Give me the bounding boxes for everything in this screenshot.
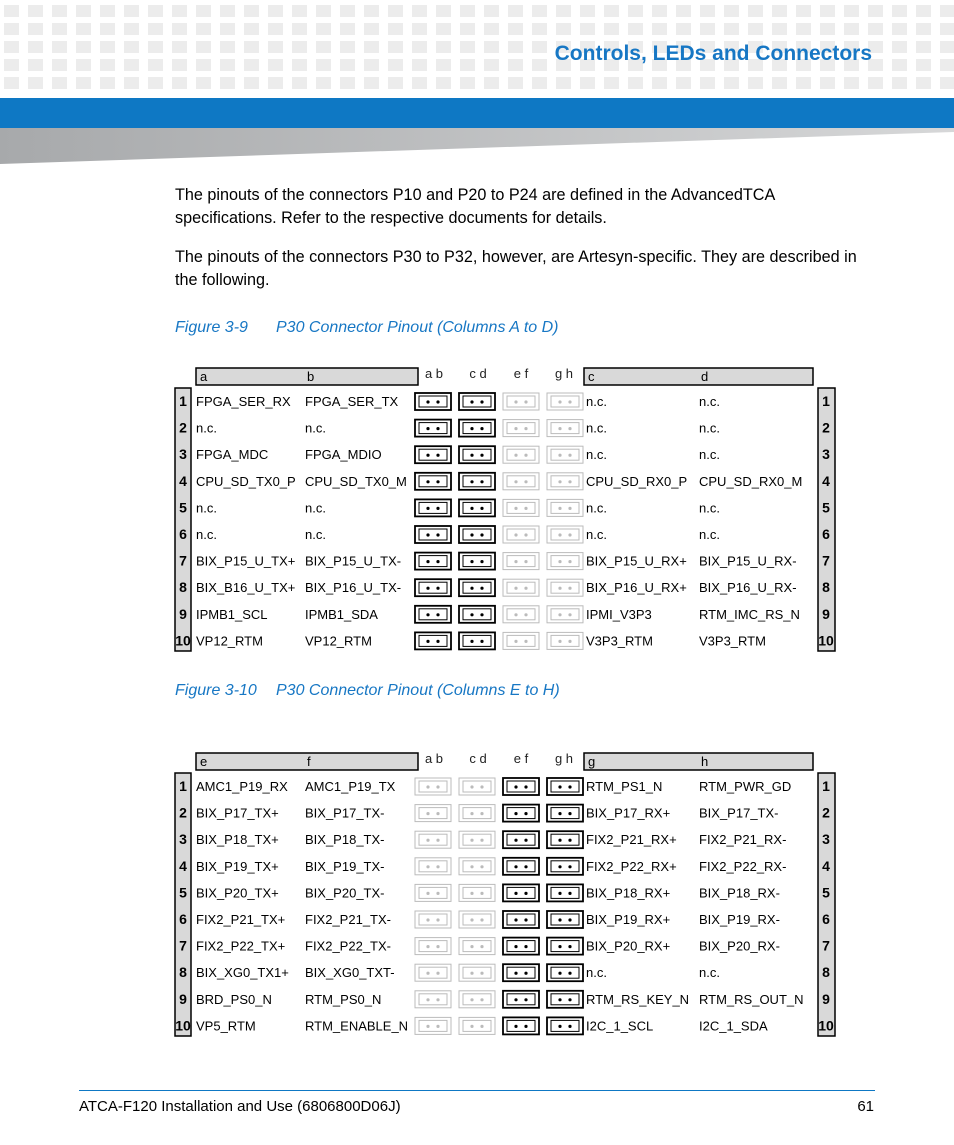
figure-number: Figure 3-10	[175, 682, 257, 699]
pin-signal-name: CPU_SD_RX0_P	[586, 473, 688, 489]
connector-pin-pair	[415, 420, 451, 437]
row-number: 7	[179, 937, 187, 954]
connector-pin-pair-inactive	[459, 858, 495, 875]
pin-signal-name: n.c.	[305, 420, 326, 436]
connector-pin-pair-inactive	[503, 606, 539, 623]
column-letter: c	[588, 369, 595, 384]
connector-pin-pair	[459, 553, 495, 570]
pinout-row	[179, 778, 830, 795]
pin-pair-label: e f	[513, 366, 529, 381]
pin-signal-name: BIX_B16_U_TX+	[196, 580, 296, 596]
connector-pin-pair-inactive	[459, 778, 495, 795]
row-number: 1	[822, 778, 830, 794]
pin-signal-name: BIX_P20_RX-	[699, 938, 780, 954]
row-number: 4	[822, 472, 830, 489]
pin-signal-name: FIX2_P21_TX+	[196, 912, 286, 927]
connector-pin-pair-inactive	[459, 831, 495, 848]
pinout-row	[179, 858, 830, 875]
row-number: 6	[179, 526, 187, 542]
pin-signal-name: RTM_RS_OUT_N	[699, 991, 804, 1007]
pin-signal-name: n.c.	[699, 420, 720, 436]
connector-pin-pair-inactive	[547, 499, 583, 516]
pin-signal-name: n.c.	[305, 527, 326, 542]
pin-signal-name: AMC1_P19_RX	[196, 779, 288, 794]
connector-pin-pair-inactive	[459, 884, 495, 901]
pin-signal-name: n.c.	[196, 420, 217, 436]
pin-signal-name: BIX_P18_TX-	[305, 832, 385, 848]
connector-pin-pair	[415, 473, 451, 490]
pin-signal-name: IPMI_V3P3	[586, 606, 652, 622]
pin-signal-name: BIX_P19_TX+	[196, 858, 279, 874]
figure-title: P30 Connector Pinout (Columns A to D)	[276, 319, 559, 336]
pin-signal-name: RTM_PS0_N	[305, 991, 382, 1007]
pinout-row	[179, 446, 830, 463]
row-number: 5	[179, 884, 187, 901]
row-number: 2	[179, 804, 187, 821]
connector-pin-pair	[459, 499, 495, 516]
connector-pin-pair-inactive	[415, 778, 451, 795]
pin-signal-name: BIX_P15_U_RX+	[586, 553, 687, 569]
pin-signal-name: RTM_RS_KEY_N	[586, 991, 690, 1007]
pin-signal-name: BIX_P17_TX+	[196, 805, 279, 821]
pin-signal-name: n.c.	[699, 500, 720, 516]
pin-signal-name: I2C_1_SCL	[586, 1018, 654, 1034]
pin-signal-name: RTM_ENABLE_N	[305, 1018, 409, 1034]
row-number: 7	[822, 937, 830, 954]
pin-signal-name: BIX_P16_U_RX+	[586, 580, 687, 596]
pin-signal-name: BIX_P19_TX-	[305, 858, 385, 874]
row-number: 10	[818, 632, 834, 649]
pin-pair-label: c d	[469, 751, 487, 766]
row-number: 9	[822, 605, 830, 622]
left-column-header	[196, 753, 418, 770]
connector-pin-pair	[503, 991, 539, 1008]
row-number: 8	[822, 579, 830, 596]
header-wedge	[0, 128, 954, 164]
connector-pin-pair	[547, 911, 583, 928]
footer-page-number: 61	[857, 1098, 874, 1115]
connector-pin-pair	[415, 579, 451, 596]
pin-signal-name: RTM_PWR_GD	[699, 779, 792, 794]
pinout-row	[179, 991, 830, 1008]
pin-signal-name: RTM_PS1_N	[586, 779, 663, 794]
connector-pin-pair-inactive	[459, 911, 495, 928]
pin-signal-name: n.c.	[699, 965, 720, 981]
connector-pin-pair-inactive	[503, 632, 539, 649]
pinout-row	[175, 1017, 834, 1034]
row-number: 2	[822, 419, 830, 436]
connector-pin-pair	[547, 778, 583, 795]
connector-pin-pair	[547, 964, 583, 981]
pinout-row	[179, 831, 830, 848]
connector-pin-pair	[503, 884, 539, 901]
pin-signal-name: FPGA_MDIO	[305, 447, 382, 463]
connector-pin-pair	[415, 499, 451, 516]
connector-pin-pair	[503, 938, 539, 955]
pin-pair-label: c d	[469, 366, 487, 381]
connector-pin-pair	[459, 632, 495, 649]
pinout-row	[179, 579, 830, 596]
pin-signal-name: FIX2_P21_TX-	[305, 912, 391, 927]
pin-signal-name: FIX2_P22_TX+	[196, 938, 286, 954]
pin-signal-name: n.c.	[196, 500, 217, 516]
pin-signal-name: n.c.	[586, 447, 607, 463]
pin-signal-name: BIX_P20_RX+	[586, 938, 671, 954]
pinout-row	[179, 938, 830, 955]
pin-signal-name: n.c.	[586, 420, 607, 436]
row-number: 4	[179, 857, 187, 874]
connector-pin-pair	[503, 831, 539, 848]
connector-pin-pair-inactive	[547, 579, 583, 596]
pin-signal-name: n.c.	[586, 527, 607, 542]
pinout-row	[179, 526, 830, 543]
row-number: 8	[822, 964, 830, 981]
connector-pin-pair	[547, 938, 583, 955]
connector-pin-pair	[459, 606, 495, 623]
left-column-header	[196, 368, 418, 385]
connector-pin-pair	[415, 553, 451, 570]
figure-title: P30 Connector Pinout (Columns E to H)	[276, 682, 560, 699]
pinout-row	[179, 393, 830, 410]
pin-signal-name: BIX_P17_RX+	[586, 805, 671, 821]
pinout-row	[179, 420, 830, 437]
pinout-row	[179, 553, 830, 570]
connector-pin-pair-inactive	[547, 553, 583, 570]
pin-pair-label: a b	[424, 366, 444, 381]
connector-pin-pair-inactive	[415, 831, 451, 848]
column-letter: f	[307, 754, 311, 769]
pin-signal-name: IPMB1_SDA	[305, 606, 378, 622]
row-number: 6	[822, 526, 830, 542]
column-letter: b	[307, 369, 315, 384]
pin-signal-name: FIX2_P21_RX-	[699, 832, 787, 848]
pin-signal-name: n.c.	[699, 447, 720, 463]
header-bar	[0, 98, 954, 128]
connector-pin-pair-inactive	[547, 526, 583, 543]
row-number: 2	[179, 419, 187, 436]
connector-pin-pair-inactive	[415, 805, 451, 822]
pinout-row	[179, 499, 830, 516]
row-number: 1	[179, 778, 187, 794]
connector-pin-pair-inactive	[503, 499, 539, 516]
pin-signal-name: FIX2_P22_RX+	[586, 858, 677, 874]
connector-pin-pair	[503, 1017, 539, 1034]
row-number: 2	[822, 804, 830, 821]
connector-pin-pair-inactive	[415, 991, 451, 1008]
connector-pin-pair	[459, 420, 495, 437]
figure-number: Figure 3-9	[175, 319, 248, 336]
connector-pin-pair-inactive	[547, 420, 583, 437]
row-number: 3	[822, 446, 830, 463]
row-number: 9	[822, 990, 830, 1007]
pin-signal-name: V3P3_RTM	[586, 633, 653, 649]
column-letter: d	[701, 369, 709, 384]
pin-signal-name: CPU_SD_TX0_M	[305, 473, 407, 489]
connector-pin-pair-inactive	[547, 446, 583, 463]
row-number: 7	[179, 552, 187, 569]
pinout-row	[179, 805, 830, 822]
pin-signal-name: BIX_P19_RX+	[586, 912, 671, 927]
row-number: 1	[822, 393, 830, 409]
pin-signal-name: n.c.	[586, 965, 607, 981]
row-number: 3	[179, 446, 187, 463]
connector-pin-pair	[459, 579, 495, 596]
pin-signal-name: CPU_SD_RX0_M	[699, 473, 803, 489]
pin-signal-name: AMC1_P19_TX	[305, 779, 396, 794]
pin-signal-name: n.c.	[196, 527, 217, 542]
right-column-header	[584, 368, 813, 385]
connector-pin-pair	[503, 805, 539, 822]
intro-paragraph: The pinouts of the connectors P10 and P20 to P24 are defined in the AdvancedTCA specifications. Refer to the respective documents for details.	[175, 186, 775, 227]
row-number: 7	[822, 552, 830, 569]
connector-pin-pair-inactive	[547, 632, 583, 649]
pin-pair-label: g h	[554, 751, 574, 766]
pin-signal-name: BRD_PS0_N	[196, 991, 272, 1007]
connector-pin-pair	[547, 831, 583, 848]
pin-signal-name: FPGA_SER_RX	[196, 394, 291, 409]
row-number: 4	[822, 857, 830, 874]
pin-signal-name: BIX_P18_RX+	[586, 885, 671, 901]
connector-pin-pair-inactive	[503, 553, 539, 570]
connector-pin-pair-inactive	[459, 964, 495, 981]
pin-signal-name: BIX_P17_TX-	[305, 805, 385, 821]
pin-signal-name: n.c.	[305, 500, 326, 516]
page-section-title: Controls, LEDs and Connectors	[554, 42, 872, 65]
row-number: 5	[822, 884, 830, 901]
pin-signal-name: FPGA_SER_TX	[305, 394, 399, 409]
pin-signal-name: VP12_RTM	[305, 633, 372, 649]
pin-signal-name: FPGA_MDC	[196, 447, 269, 463]
pin-signal-name: BIX_P15_U_TX+	[196, 553, 296, 569]
pinout-row	[179, 473, 830, 490]
row-number: 10	[818, 1017, 834, 1034]
connector-pin-pair-inactive	[547, 473, 583, 490]
pinout-row	[179, 884, 830, 901]
pinout-row	[179, 606, 830, 623]
pinout-figure-e-h	[174, 749, 844, 1039]
row-number: 10	[175, 1017, 191, 1034]
figure-caption	[175, 319, 559, 337]
pin-signal-name: BIX_XG0_TX1+	[196, 965, 289, 981]
connector-pin-pair	[503, 858, 539, 875]
row-number: 8	[179, 579, 187, 596]
pin-signal-name: VP12_RTM	[196, 633, 263, 649]
right-column-header	[584, 753, 813, 770]
pin-signal-name: BIX_P17_TX-	[699, 805, 779, 821]
connector-pin-pair	[459, 446, 495, 463]
column-letter: a	[200, 369, 208, 384]
row-number: 10	[175, 632, 191, 649]
connector-pin-pair	[503, 778, 539, 795]
row-number: 8	[179, 964, 187, 981]
pin-signal-name: BIX_P15_U_TX-	[305, 553, 402, 569]
pin-signal-name: BIX_P20_TX-	[305, 885, 385, 901]
pin-signal-name: n.c.	[586, 500, 607, 516]
row-number: 1	[179, 393, 187, 409]
connector-pin-pair-inactive	[459, 805, 495, 822]
pin-signal-name: BIX_P18_RX-	[699, 885, 780, 901]
connector-pin-pair	[415, 446, 451, 463]
pin-signal-name: RTM_IMC_RS_N	[699, 606, 800, 622]
connector-pin-pair-inactive	[459, 1017, 495, 1034]
connector-pin-pair-inactive	[503, 446, 539, 463]
pin-signal-name: n.c.	[699, 394, 720, 409]
figure-caption	[175, 682, 560, 700]
pin-signal-name: BIX_P16_U_TX-	[305, 580, 402, 596]
row-number: 9	[179, 990, 187, 1007]
pin-signal-name: BIX_P16_U_RX-	[699, 580, 797, 596]
pinout-row	[175, 632, 834, 649]
connector-pin-pair-inactive	[415, 964, 451, 981]
connector-pin-pair-inactive	[415, 938, 451, 955]
connector-pin-pair	[459, 393, 495, 410]
connector-pin-pair	[415, 393, 451, 410]
row-number: 5	[822, 499, 830, 516]
pin-signal-name: IPMB1_SCL	[196, 606, 268, 622]
pin-signal-name: n.c.	[699, 527, 720, 542]
pin-signal-name: FIX2_P22_RX-	[699, 858, 787, 874]
pinout-figure-a-d	[174, 364, 844, 654]
connector-pin-pair-inactive	[503, 393, 539, 410]
connector-pin-pair	[547, 1017, 583, 1034]
row-number: 3	[179, 831, 187, 848]
connector-pin-pair	[503, 964, 539, 981]
pin-signal-name: BIX_XG0_TXT-	[305, 965, 395, 981]
connector-pin-pair	[415, 606, 451, 623]
row-number: 4	[179, 472, 187, 489]
pinout-row	[179, 911, 830, 928]
connector-pin-pair-inactive	[547, 606, 583, 623]
pinout-row	[179, 964, 830, 981]
pin-pair-label: a b	[424, 751, 444, 766]
column-letter: h	[701, 754, 709, 769]
pin-signal-name: V3P3_RTM	[699, 633, 766, 649]
pin-signal-name: BIX_P20_TX+	[196, 885, 279, 901]
pin-pair-label: g h	[554, 366, 574, 381]
connector-pin-pair	[503, 911, 539, 928]
connector-pin-pair	[459, 526, 495, 543]
pin-signal-name: n.c.	[586, 394, 607, 409]
pin-signal-name: CPU_SD_TX0_P	[196, 473, 296, 489]
pin-signal-name: VP5_RTM	[196, 1018, 256, 1034]
connector-pin-pair-inactive	[459, 938, 495, 955]
description-paragraph: The pinouts of the connectors P30 to P32, however, are Artesyn-specific. They are described in the following.	[175, 248, 857, 289]
column-letter: g	[588, 754, 596, 769]
row-number: 3	[822, 831, 830, 848]
column-letter: e	[200, 754, 208, 769]
connector-pin-pair-inactive	[415, 1017, 451, 1034]
row-number: 6	[822, 911, 830, 927]
pin-signal-name: FIX2_P22_TX-	[305, 938, 391, 954]
footer-rule	[79, 1090, 875, 1091]
connector-pin-pair	[547, 991, 583, 1008]
connector-pin-pair-inactive	[415, 858, 451, 875]
connector-pin-pair-inactive	[415, 911, 451, 928]
connector-pin-pair	[415, 632, 451, 649]
connector-pin-pair-inactive	[547, 393, 583, 410]
connector-pin-pair-inactive	[459, 991, 495, 1008]
connector-pin-pair-inactive	[415, 884, 451, 901]
row-number: 6	[179, 911, 187, 927]
connector-pin-pair	[547, 805, 583, 822]
pin-pair-label: e f	[513, 751, 529, 766]
connector-pin-pair-inactive	[503, 473, 539, 490]
pin-signal-name: BIX_P18_TX+	[196, 832, 279, 848]
row-number: 9	[179, 605, 187, 622]
pin-signal-name: I2C_1_SDA	[699, 1018, 768, 1034]
connector-pin-pair	[547, 884, 583, 901]
pin-signal-name: BIX_P19_RX-	[699, 912, 780, 927]
connector-pin-pair-inactive	[503, 579, 539, 596]
pin-signal-name: BIX_P15_U_RX-	[699, 553, 797, 569]
footer-document-title: ATCA-F120 Installation and Use (6806800D06J)	[79, 1098, 401, 1115]
connector-pin-pair	[415, 526, 451, 543]
pin-signal-name: FIX2_P21_RX+	[586, 832, 677, 848]
connector-pin-pair-inactive	[503, 420, 539, 437]
connector-pin-pair-inactive	[503, 526, 539, 543]
connector-pin-pair	[547, 858, 583, 875]
connector-pin-pair	[459, 473, 495, 490]
row-number: 5	[179, 499, 187, 516]
